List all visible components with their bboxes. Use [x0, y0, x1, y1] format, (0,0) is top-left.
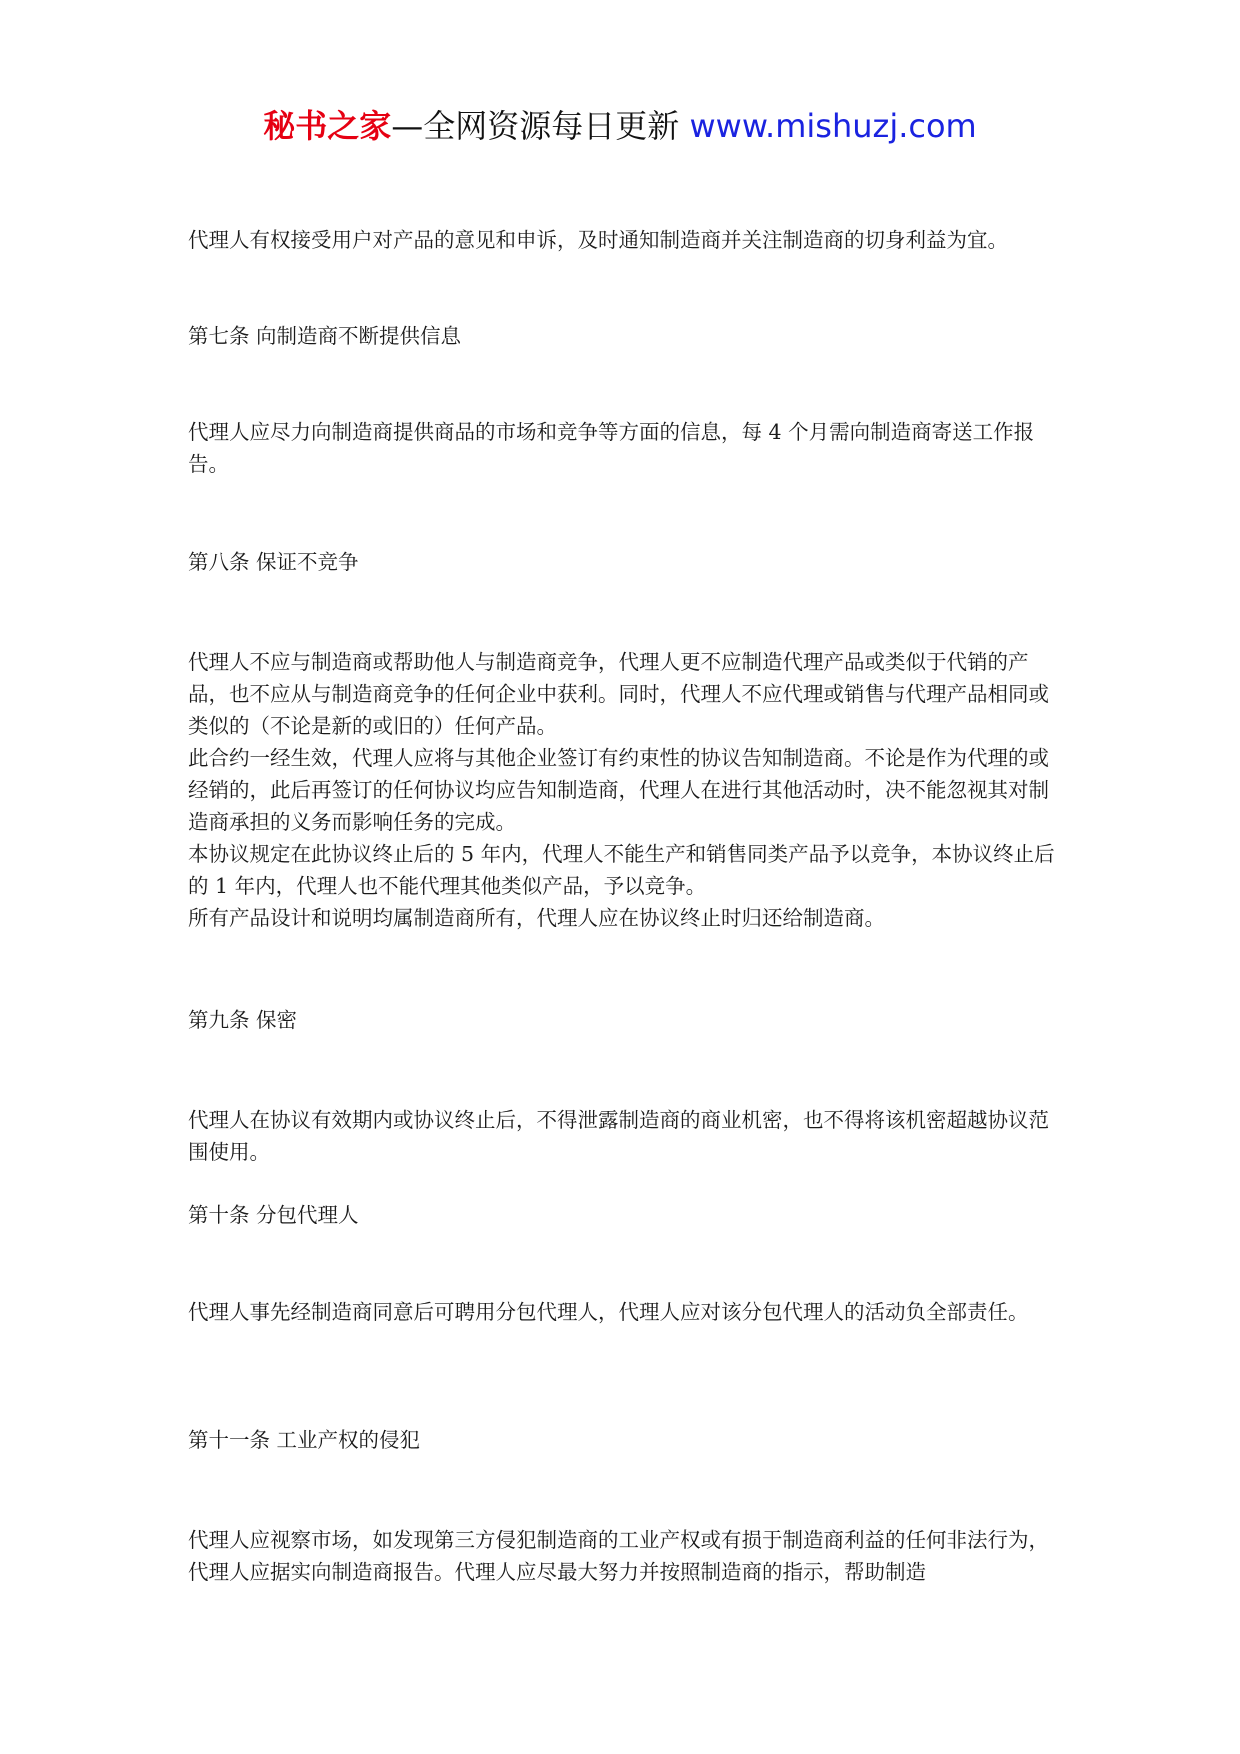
article-8-body	[188, 646, 1068, 934]
section-title: 第八条 保证不竞争	[188, 550, 359, 574]
site-url-link[interactable]: www.mishuzj.com	[689, 107, 977, 145]
header-tagline: —全网资源每日更新	[391, 107, 680, 145]
article-8-heading	[188, 546, 1068, 578]
body-text: 代理人在协议有效期内或协议终止后，不得泄露制造商的商业机密，也不得将该机密超越协议范围使用。	[188, 1108, 1049, 1164]
body-text: 此合约一经生效，代理人应将与其他企业签订有约束性的协议告知制造商。不论是作为代理的或经销的，此后再签订的任何协议均应告知制造商，代理人在进行其他活动时，决不能忽视其对制造商承担的义务而影响任务的完成。	[188, 746, 1049, 834]
body-text: 代理人应尽力向制造商提供商品的市场和竞争等方面的信息，每 4 个月需向制造商寄送工作报告。	[188, 420, 1035, 476]
section-title: 第十一条 工业产权的侵犯	[188, 1428, 421, 1452]
site-header	[0, 98, 1240, 154]
article-7-body	[188, 416, 1068, 480]
body-text: 代理人不应与制造商或帮助他人与制造商竞争，代理人更不应制造代理产品或类似于代销的产品，也不应从与制造商竞争的任何企业中获利。同时，代理人不应代理或销售与代理产品相同或类似的（不论是新的或旧的）任何产品。	[188, 650, 1049, 738]
body-text: 所有产品设计和说明均属制造商所有，代理人应在协议终止时归还给制造商。	[188, 906, 885, 930]
article-9-heading	[188, 1004, 1068, 1036]
brand-name: 秘书之家	[263, 107, 392, 145]
article-10-heading	[188, 1199, 1068, 1231]
article-7-heading	[188, 320, 1068, 352]
article-11-body	[188, 1524, 1068, 1588]
body-text: 代理人应视察市场，如发现第三方侵犯制造商的工业产权或有损于制造商利益的任何非法行为，代理人应据实向制造商报告。代理人应尽最大努力并按照制造商的指示，帮助制造	[188, 1528, 1049, 1584]
article-10-body	[188, 1296, 1068, 1328]
paragraph	[188, 224, 1068, 256]
section-title: 第十条 分包代理人	[188, 1203, 359, 1227]
article-11-heading	[188, 1424, 1068, 1456]
body-text: 本协议规定在此协议终止后的 5 年内，代理人不能生产和销售同类产品予以竞争，本协议终止后的 1 年内，代理人也不能代理其他类似产品，予以竞争。	[188, 842, 1055, 898]
body-text: 代理人有权接受用户对产品的意见和申诉，及时通知制造商并关注制造商的切身利益为宜。	[188, 228, 1008, 252]
section-title: 第七条 向制造商不断提供信息	[188, 324, 462, 348]
section-title: 第九条 保密	[188, 1008, 298, 1032]
article-9-body	[188, 1104, 1068, 1168]
body-text: 代理人事先经制造商同意后可聘用分包代理人，代理人应对该分包代理人的活动负全部责任。	[188, 1300, 1029, 1324]
